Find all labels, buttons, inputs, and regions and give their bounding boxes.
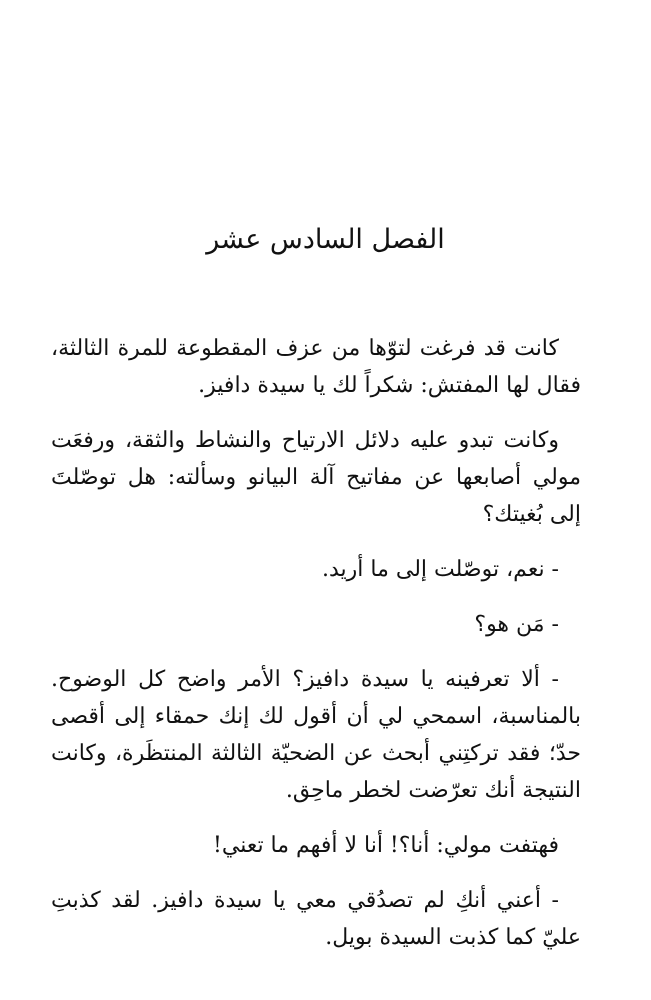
chapter-body <box>51 330 581 974</box>
dialogue-line: - مَن هو؟ <box>474 612 559 637</box>
paragraph: كانت قد فرغت لتوّها من عزف المقطوعة للمرة الثالثة، فقال لها المفتش: شكراً لك يا سيدة دافيز. <box>51 336 581 398</box>
dialogue-line: - نعم، توصّلت إلى ما أريد. <box>322 557 559 582</box>
chapter-title: الفصل السادس عشر <box>206 224 445 255</box>
dialogue-line: - أعني أنكِ لم تصدُقي معي يا سيدة دافيز. لقد كذبتِ عليّ كما كذبت السيدة بويل. <box>51 888 581 950</box>
paragraph: فهتفت مولي: أنا؟! أنا لا أفهم ما تعني! <box>213 833 559 858</box>
dialogue-line: - ألا تعرفينه يا سيدة دافيز؟ الأمر واضح كل الوضوح. بالمناسبة، اسمحي لي أن أقول لك إنك حمقاء إلى أقصى حدّ؛ فقد تركتِني أبحث عن الضحيّة الثالثة المنتظَرة، وكانت النتيجة أنك تعرّضت لخطر ماحِق. <box>51 667 581 803</box>
paragraph: وكانت تبدو عليه دلائل الارتياح والنشاط والثقة، ورفعَت مولي أصابعها عن مفاتيح آلة البيانو وسألته: هل توصّلتَ إلى بُغيتك؟ <box>51 428 581 527</box>
